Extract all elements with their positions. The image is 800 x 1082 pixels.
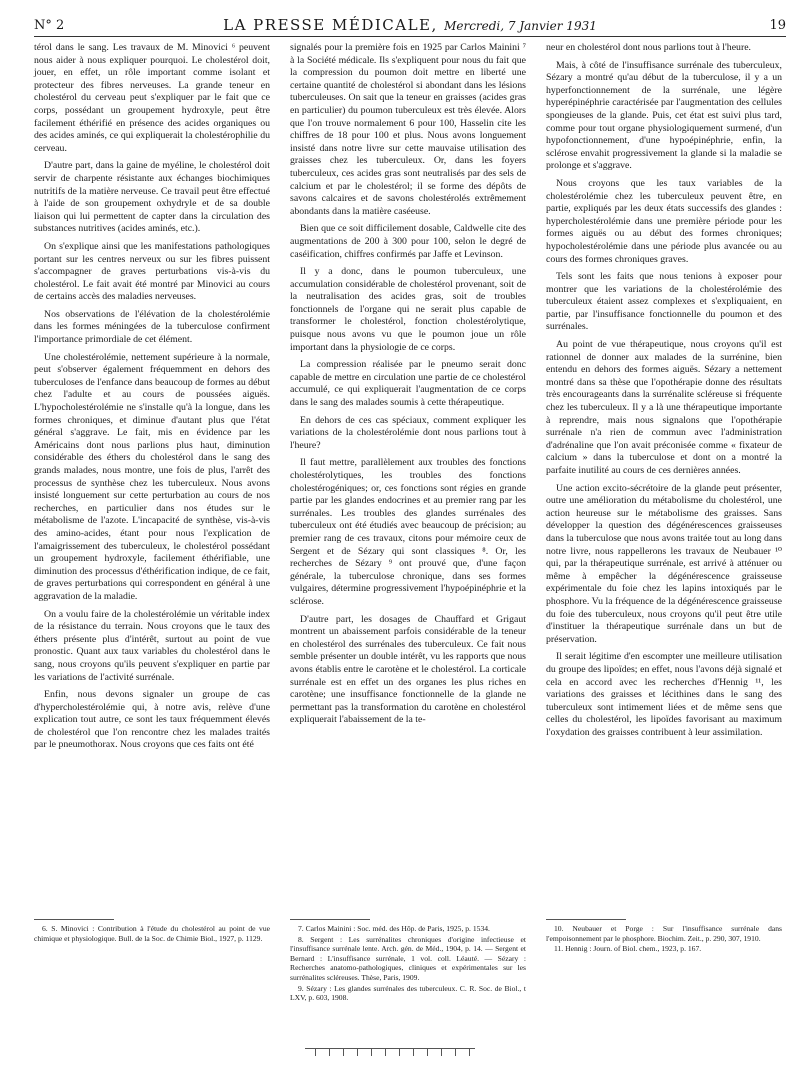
issue-date: Mercredi, 7 Janvier 1931 (444, 19, 597, 33)
journal-title-line (34, 16, 786, 34)
footnote: 8. Sergent : Les surrénalites chroniques d'origine infectieuse et l'insuffisance surrénale lente. Arch. gén. de Méd., 1904, p. 14. — Sergent et Bernard : L'insuffisance surrénale, 1 vol. coll. Léauté. — Sézary : Recherches anatomo-pathologiques, cliniques et expérimentales sur les surrénalites scléreuses. Thèse, Paris, 1909. (290, 934, 526, 982)
paragraph: Nous croyons que les taux variables de la cholestérolémie chez les tuberculeux peuvent être, en partie, expliqués par les deux états successifs des glandes : hypercholestérolémie dans une première période pour les formes aiguës ou au début des formes chroniques; hypocholestérolémie dans une période plus avancée ou au cours des formes chroniques graves. (546, 177, 782, 265)
paragraph: Tels sont les faits que nous tenions à exposer pour montrer que les variations de la cholestérolémie des tuberculeux étaient assez complexes et s'expliquaient, en partie, par l'insuffisance fonctionnelle du poumon et des surrénales. (546, 271, 782, 333)
paragraph: On a voulu faire de la cholestérolémie un véritable index de la résistance du terrain. Nous croyons que le taux des éthers présente plus d'intérêt, surtout au point de vue pronostic. Quant aux taux variables du cholestérol dans le sang, nous croyons qu'ils peuvent s'expliquer en partie par les variations de l'activité surrénale. (34, 608, 270, 683)
text-column-3 (546, 42, 782, 744)
paragraph: La compression réalisée par le pneumo serait donc capable de mettre en circulation une partie de ce cholestérol accumulé, ce qui expliquerait l'augmentation de ce corps dans le sang des malades soumis à cette thérapeutique. (290, 359, 526, 409)
footnotes-column-2 (290, 924, 526, 1004)
footnote: 10. Neubauer et Porge : Sur l'insuffisance surrénale dans l'empoisonnement par le phosphore. Biochim. Zeit., p. 290, 307, 1910. (546, 924, 782, 943)
page-header (34, 14, 786, 36)
bottom-ornament-ticks (305, 1049, 475, 1057)
paragraph: En dehors de ces cas spéciaux, comment expliquer les variations de la cholestérolémie dont nous parlions tout à l'heure? (290, 414, 526, 451)
paragraph: térol dans le sang. Les travaux de M. Minovici ⁶ peuvent nous aider à nous expliquer pourquoi. Le cholestérol doit, jouer, en effet, un rôle important comme isolant et protecteur des fibres nerveuses. La grande teneur en cholestérol du cerveau peut s'expliquer par le fait que ce corps, possédant un groupement hydroxyle, peut être facilement éthérifié en présence des acides organiques ou des acides aminés, ce qui expliquerait la cholestérophilie du cerveau. (34, 42, 270, 154)
paragraph: Bien que ce soit difficilement dosable, Caldwelle cite des augmentations de 200 à 300 pour 100, selon le degré de caséification, chiffres confirmés par Jaffe et Levinson. (290, 223, 526, 260)
footnote-separator (546, 919, 626, 920)
footnote: 7. Carlos Mainini : Soc. méd. des Hôp. de Paris, 1925, p. 1534. (298, 924, 490, 933)
paragraph: On s'explique ainsi que les manifestations pathologiques portant sur les centres nerveux ou sur les fibres puissent s'accompagner de graves perturbations vis-à-vis du cholestérol. Le fait avait été montré par Minovici au cours de certains accès des maladies nerveuses. (34, 240, 270, 303)
paragraph: Il serait légitime d'en escompter une meilleure utilisation du groupe des lipoïdes; en effet, nous l'avons déjà signalé et cela en accord avec les recherches d'Hennig ¹¹, les variations des graisses et lécithines dans le sang des tuberculeux sont intimement liées et de même sens que celles du cholestérol, les lipoïdes favorisant au maximum l'oxydation des graisses contribuent à leur assimilation. (546, 651, 782, 738)
paragraph: Au point de vue thérapeutique, nous croyons qu'il est rationnel de donner aux malades de la surrénine, bien entendu en dehors des formes aiguës. Sézary a nettement montré dans sa thèse que l'opothérapie donne des résultats très encourageants dans la surrénalite scléreuse si fréquente chez les tuberculeux. Il y a là une thérapeutique importante à reprendre, mais nous signalons que l'opothérapie surrénale n'a rien de commun avec l'administration d'adrénaline que l'on avait préconisée comme « fixateur de calcium » dans la tuberculose et dont on a montré la parfaite inutilité au cours de ces dernières années. (546, 339, 782, 476)
footnote: 11. Hennig : Journ. of Biol. chem., 1923, p. 167. (554, 944, 702, 954)
paragraph: Il faut mettre, parallèlement aux troubles des fonctions cholestérolytiques, les troubles des fonctions cholestérogéniques; or, ces fonctions sont régies en grande partie par les glandes endocrines et au premier rang par les surrénales. Les troubles des glandes surrénales des tuberculeux ont été étudiés avec beaucoup de précision; au premier rang de ces travaux, citons pour mémoire ceux de Sergent et de Sézary qui sont classiques ⁸. Or, les recherches de Sézary ⁹ ont prouvé que, d'une façon générale, la tuberculose chronique, dans ses formes vulgaires, détermine progressivement l'hypoépinéphrie et la sclérose. (290, 457, 526, 607)
text-column-2 (290, 42, 526, 732)
paragraph: Mais, à côté de l'insuffisance surrénale des tuberculeux, Sézary a montré qu'au début de la tuberculose, il y a un hyperfonctionnement de la surrénale, une légère hyperépinéphrie caractérisée par l'augmentation des cellules spongieuses de la glande. Puis, cet état est suivi plus tard, comme pour tout organe physiologiquement surmené, d'un hypofonctionnement, d'une hypoépinéphrie, enfin, la sclérose envahit progressivement la glande si la maladie se prolonge et s'aggrave. (546, 59, 782, 172)
paragraph: Une action excito-sécrétoire de la glande peut présenter, outre une amélioration du métabolisme du cholestérol, une action heureuse sur le métabolisme des graisses. Sans développer la question des dégénérescences graisseuses dans la tuberculose que nous avons traitée tout au long dans notre livre, nous rappellerons les travaux de Neubauer ¹⁰ qui, par la thérapeutique surrénale, est arrivé à atténuer ou même à empêcher la dégénérescence graisseuse expérimentale du foie chez les lapins intoxiqués par le phosphore. Vu la fréquence de la dégénérescence graisseuse du foie des tuberculeux, nous croyons qu'il peut être utile d'instituer la thérapeutique surrénale dans un but de préservation. (546, 482, 782, 645)
paragraph: signalés pour la première fois en 1925 par Carlos Mainini ⁷ à la Société médicale. Ils s'expliquent pour nous du fait que la compression du poumon doit mettre en liberté une certaine quantité de cholestérol si abondant dans les lésions tuberculeuses. On sait que la teneur en graisses (acides gras en particulier) du poumon tuberculeux est très élevée. Alors que l'on trouve normalement 6 pour 100, Hasselin cite les chiffres de 18 pour 100 et plus. Nous avons longuement insisté dans notre livre sur cette mauvaise utilisation des graisses chez les tuberculeux. Or, dans les foyers tuberculeux, ces acides gras sont neutralisés par des sels de calcium et par le cholestérol; il se forme des dépôts de savons calcaires et de savons cholestérolés extrêmement abondants dans la matière caséeuse. (290, 42, 526, 217)
paragraph: D'autre part, les dosages de Chauffard et Grigaut montrent un abaissement parfois considérable de la teneur en cholestérol des surrénales des tuberculeux. Ce fait nous semble présenter un double intérêt, vu les rapports que nous avons établis entre le carotène et le cholestérol. La corticale surrénale est en effet un des organes les plus riches en carotène; une insuffisance fonctionnelle de la glande ne permettant pas la transformation du carotène en cholestérol expliquerait l'abaissement de la te- (290, 613, 526, 726)
journal-title: LA PRESSE MÉDICALE, (223, 16, 438, 34)
footnote-separator (290, 919, 370, 920)
footnote-separator (34, 919, 114, 920)
paragraph: Il y a donc, dans le poumon tuberculeux, une accumulation considérable de cholestérol provenant, soit de la neutralisation des acides gras, soit de troubles fonctionnels de l'organe qui ne serait plus capable de transformer le cholestérol, fonction cholestérolytique, puisque nous avons vu que le poumon joue un rôle important dans la physiologie de ce corps. (290, 266, 526, 353)
text-column-1 (34, 42, 270, 757)
paragraph: D'autre part, dans la gaine de myéline, le cholestérol doit servir de charpente résistante aux échanges biochimiques nutritifs de la matière nerveuse. Ce travail peut être effectué à l'aide de son groupement oxhydryle et de sa double liaison qui lui permettent de capter dans la circulation des substances nutritives (acides aminés, etc.). (34, 160, 270, 235)
paragraph: neur en cholestérol dont nous parlions tout à l'heure. (546, 42, 751, 53)
footnote: 9. Sézary : Les glandes surrénales des tuberculeux. C. R. Soc. de Biol., t LXV, p. 603, 1908. (290, 983, 526, 1003)
footnote: 6. S. Minovici : Contribution à l'étude du cholestérol au point de vue chimique et physiologique. Bull. de la Soc. de Chimie Biol., 1927, p. 1129. (34, 924, 270, 943)
paragraph: Une cholestérolémie, nettement supérieure à la normale, peut s'observer également fréquemment en dehors des tuberculoses de l'enfance dans beaucoup de formes au début chez l'adulte et au cours de poussées aiguës. L'hypocholestérolémie ne s'installe qu'à la longue, dans les formes chroniques, et diminue d'autant plus que l'état général s'aggrave. Le fait, mis en évidence par les Américains dont nous parlions plus haut, diminution considérable des éthers du cholestérol dans le sang des grands malades, nous montre, une fois de plus, l'arrêt des processus de synthèse chez les tuberculeux. Nous avons insisté longuement sur cette perturbation au cours de nos recherches, en particulier dans nos études sur le métabolisme de l'azote. L'incapacité de synthèse, vis-à-vis des amino-acides, étant pour nous l'explication de l'amaigrissement des tuberculeux, le cholestérol possédant un groupement hydroxyle, facilement éthérifiable, une diminution des processus d'éthérification indique, de ce fait, de graves perturbations qui correspondent en général à une aggravation de la maladie. (34, 351, 270, 602)
footnotes-column-1 (34, 924, 270, 944)
footnotes-column-3 (546, 924, 782, 955)
paragraph: Nos observations de l'élévation de la cholestérolémie dans les formes méningées de la tuberculose confirment l'importance primordiale de cet élément. (34, 308, 270, 346)
paragraph: Enfin, nous devons signaler un groupe de cas d'hypercholestérolémie qui, à notre avis, relève d'une explication tout autre, ce sont les taux fréquemment élevés de cholestérol que l'on rencontre chez les malades traités par le pneumothorax. Nous croyons que ces faits ont été (34, 689, 270, 751)
issue-number: N° 2 (34, 18, 65, 33)
page-number: 19 (769, 18, 786, 33)
header-rule (34, 36, 786, 37)
